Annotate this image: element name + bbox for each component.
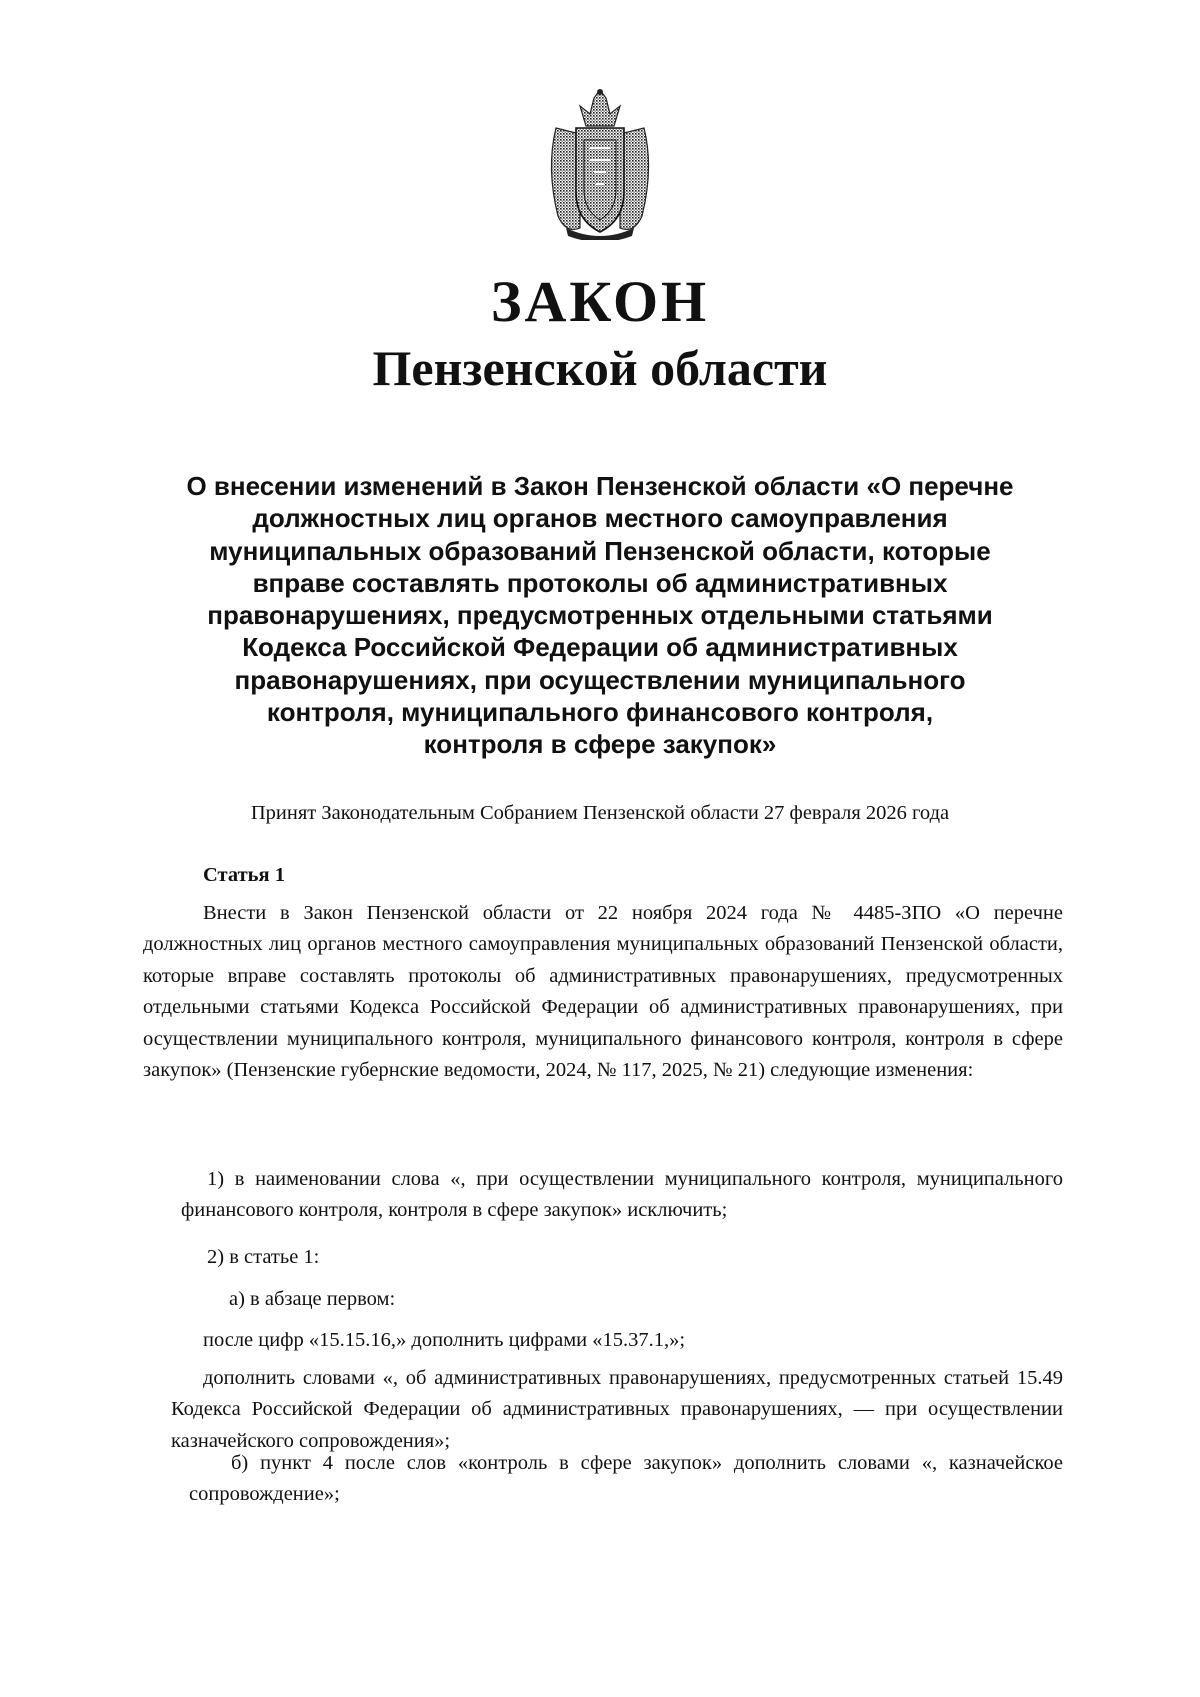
law-title: ЗАКОН [490, 269, 710, 334]
amendment-after-digits: после цифр «15.15.16,» дополнить цифрами «15.37.1,»; [203, 1329, 686, 1351]
coat-of-arms-icon [536, 88, 664, 240]
law-name [145, 470, 1055, 761]
amendment-add-words: дополнить словами «, об административных правонарушениях, предусмотренных статьей 15.49 Кодекса Российской Федерации об административных правонарушениях, — при осуществлении казначейского сопровождения»; [171, 1367, 1063, 1452]
law-name-line: правонарушениях, при осуществлении муниципального [234, 664, 966, 695]
subitem-a: а) в абзаце первом: [229, 1288, 396, 1310]
subitem-b: б) пункт 4 после слов «контроль в сфере закупок» дополнить словами «, казначейское сопровождение»; [189, 1452, 1063, 1506]
adoption-statement: Принят Законодательным Собранием Пензенской области 27 февраля 2026 года [250, 802, 950, 824]
article-intro-paragraph: Внести в Закон Пензенской области от 22 ноября 2024 года № 4485-ЗПО «О перечне должностных лиц органов местного самоуправления муниципальных образований Пензенской области, которые вправе составлять протоколы об административных правонарушениях, предусмотренных отдельными статьями Кодекса Российской Федерации об административных правонарушениях, при осуществлении муниципального контроля, муниципального финансового контроля, контроля в сфере закупок» (Пензенские губернские ведомости, 2024, № 117, 2025, № 21) следующие изменения: [143, 902, 1063, 1082]
amendment-item-2: 2) в статье 1: [207, 1246, 320, 1268]
law-name-line: О внесении изменений в Закон Пензенской области «О перечне [186, 471, 1014, 501]
law-name-line: должностных лиц органов местного самоуправления [252, 503, 948, 534]
law-name-line: вправе составлять протоколы об административных [252, 567, 948, 598]
law-name-line: Кодекса Российской Федерации об административных [242, 632, 958, 663]
law-name-line: контроля, муниципального финансового контроля, [266, 697, 934, 728]
law-subtitle: Пензенской области [372, 340, 828, 396]
law-name-line: муниципальных образований Пензенской области, которые [209, 535, 991, 566]
amendment-item-1: 1) в наименовании слова «, при осуществлении муниципального контроля, муниципального финансового контроля, контроля в сфере закупок» исключить; [181, 1168, 1063, 1222]
law-name-line: контроля в сфере закупок» [423, 729, 777, 760]
article-heading: Статья 1 [203, 864, 285, 886]
law-name-line: правонарушениях, предусмотренных отдельными статьями [207, 600, 993, 631]
